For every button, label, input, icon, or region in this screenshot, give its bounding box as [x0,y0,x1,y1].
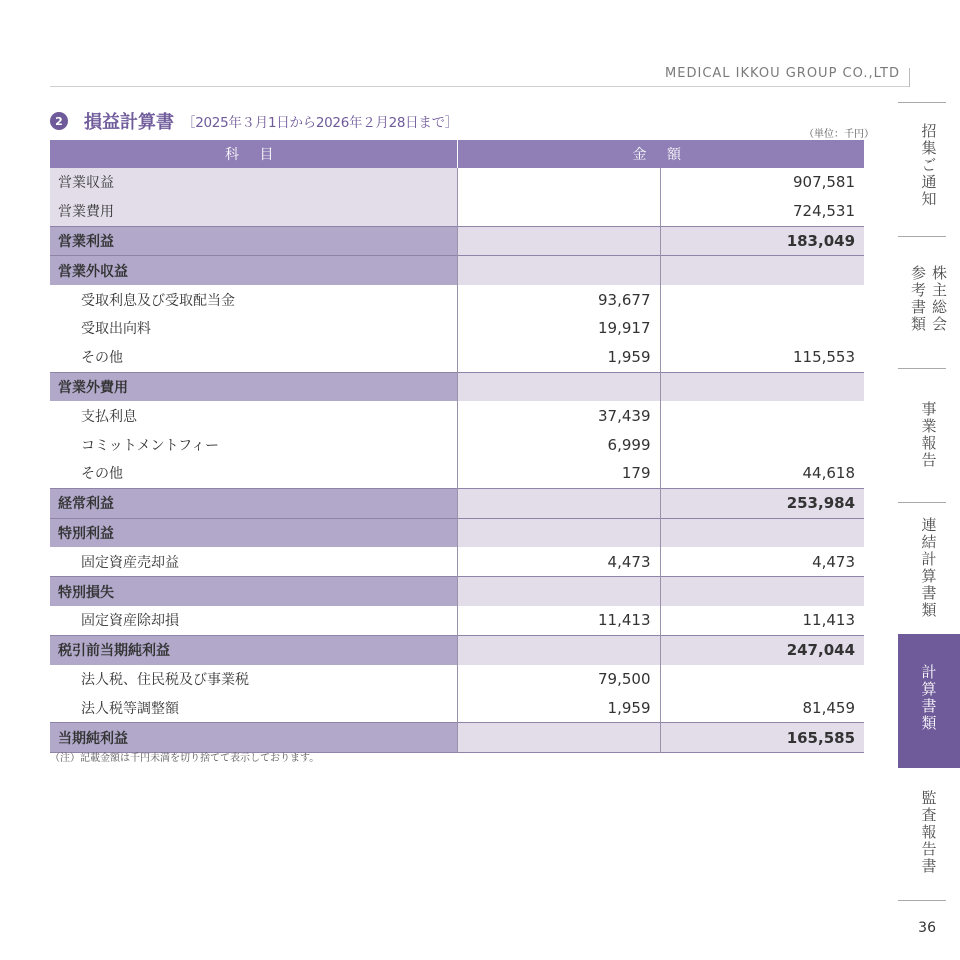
row-value-detail [457,197,660,226]
tab-financial-statements[interactable] [898,634,960,768]
table-row [50,372,864,401]
row-value-total: 81,459 [660,693,864,722]
tab-consolidated-statements-label: 連結計算書類 [919,517,938,619]
row-value-detail [457,372,660,401]
tab-consolidated-statements[interactable] [898,503,960,634]
row-value-detail [457,635,660,664]
row-value-total: 907,581 [660,168,864,197]
row-label: 法人税、住民税及び事業税 [50,665,457,694]
table-row [50,606,864,635]
row-value-detail: 179 [457,459,660,488]
row-label: 営業費用 [50,197,457,226]
income-statement-table [50,140,864,753]
row-label: 固定資産除却損 [50,606,457,635]
tab-notice-label: 招集ご通知 [919,123,938,208]
row-label: 特別利益 [50,518,457,547]
tab-business-report-label: 事業報告 [919,401,938,469]
row-value-detail [457,488,660,518]
tab-reference-documents-label: 株主総会参考書類 [909,265,948,333]
row-value-total: 165,585 [660,723,864,753]
sidebar-divider [898,900,946,901]
unit-label: （単位：千円） [804,129,874,140]
row-label: 法人税等調整額 [50,693,457,722]
tab-notice[interactable] [898,103,960,236]
row-value-detail [457,168,660,197]
row-value-detail: 6,999 [457,430,660,459]
table-row [50,197,864,226]
row-value-detail [457,256,660,285]
row-value-total: 247,044 [660,635,864,664]
row-value-total: 11,413 [660,606,864,635]
row-value-detail: 93,677 [457,285,660,314]
tab-audit-report[interactable] [898,768,960,900]
table-row [50,518,864,547]
table-row [50,635,864,664]
row-value-total [660,430,864,459]
header-rule [50,86,910,87]
tab-financial-statements-label: 計算書類 [919,664,938,732]
section-number-badge: 2 [50,112,68,130]
table-row [50,314,864,343]
row-value-total [660,577,864,606]
section-title: 損益計算書 [84,112,174,133]
row-label: 営業外費用 [50,372,457,401]
row-label: 固定資産売却益 [50,547,457,576]
tab-audit-report-label: 監査報告書 [919,790,938,875]
table-row [50,256,864,285]
table-header-row [50,140,864,168]
footnote: （注）記載金額は千円未満を切り捨てて表示しております。 [50,753,320,764]
row-label: 営業収益 [50,168,457,197]
row-value-detail: 11,413 [457,606,660,635]
table-row [50,723,864,753]
row-value-detail: 79,500 [457,665,660,694]
row-value-total [660,665,864,694]
row-label: 経常利益 [50,488,457,518]
row-value-detail: 37,439 [457,401,660,430]
row-value-detail: 1,959 [457,693,660,722]
section-period: ［2025年３月1日から2026年２月28日まで］ [182,115,458,131]
row-value-total [660,256,864,285]
row-label: 当期純利益 [50,723,457,753]
page-number: 36 [918,920,936,936]
row-label: その他 [50,459,457,488]
row-value-total: 115,553 [660,343,864,372]
row-label: 営業外収益 [50,256,457,285]
row-label: 営業利益 [50,226,457,256]
row-label: 支払利息 [50,401,457,430]
table-row [50,168,864,197]
table-row [50,693,864,722]
table-row [50,285,864,314]
table-row [50,430,864,459]
table-row [50,665,864,694]
row-value-total [660,314,864,343]
row-value-total [660,518,864,547]
tab-business-report[interactable] [898,369,960,502]
table-row [50,577,864,606]
header-tick [909,68,910,87]
row-value-total [660,285,864,314]
company-name: MEDICAL IKKOU GROUP CO.,LTD [665,66,900,81]
row-value-detail: 1,959 [457,343,660,372]
row-value-detail: 19,917 [457,314,660,343]
row-value-total: 4,473 [660,547,864,576]
row-value-total: 44,618 [660,459,864,488]
section-heading [50,108,458,134]
table-row [50,226,864,256]
row-value-detail: 4,473 [457,547,660,576]
table-row [50,547,864,576]
row-value-total: 253,984 [660,488,864,518]
header-item: 科 目 [50,140,457,168]
row-label: コミットメントフィー [50,430,457,459]
row-value-total [660,372,864,401]
row-value-detail [457,518,660,547]
row-value-total [660,401,864,430]
row-label: 特別損失 [50,577,457,606]
header-amount: 金 額 [457,140,864,168]
row-value-detail [457,723,660,753]
table-row [50,459,864,488]
row-value-detail [457,226,660,256]
table-row [50,343,864,372]
row-label: 税引前当期純利益 [50,635,457,664]
table-row [50,488,864,518]
table-row [50,401,864,430]
row-value-total: 183,049 [660,226,864,256]
tab-reference-documents[interactable] [898,237,960,368]
row-label: 受取出向料 [50,314,457,343]
row-label: 受取利息及び受取配当金 [50,285,457,314]
row-value-detail [457,577,660,606]
row-value-total: 724,531 [660,197,864,226]
row-label: その他 [50,343,457,372]
